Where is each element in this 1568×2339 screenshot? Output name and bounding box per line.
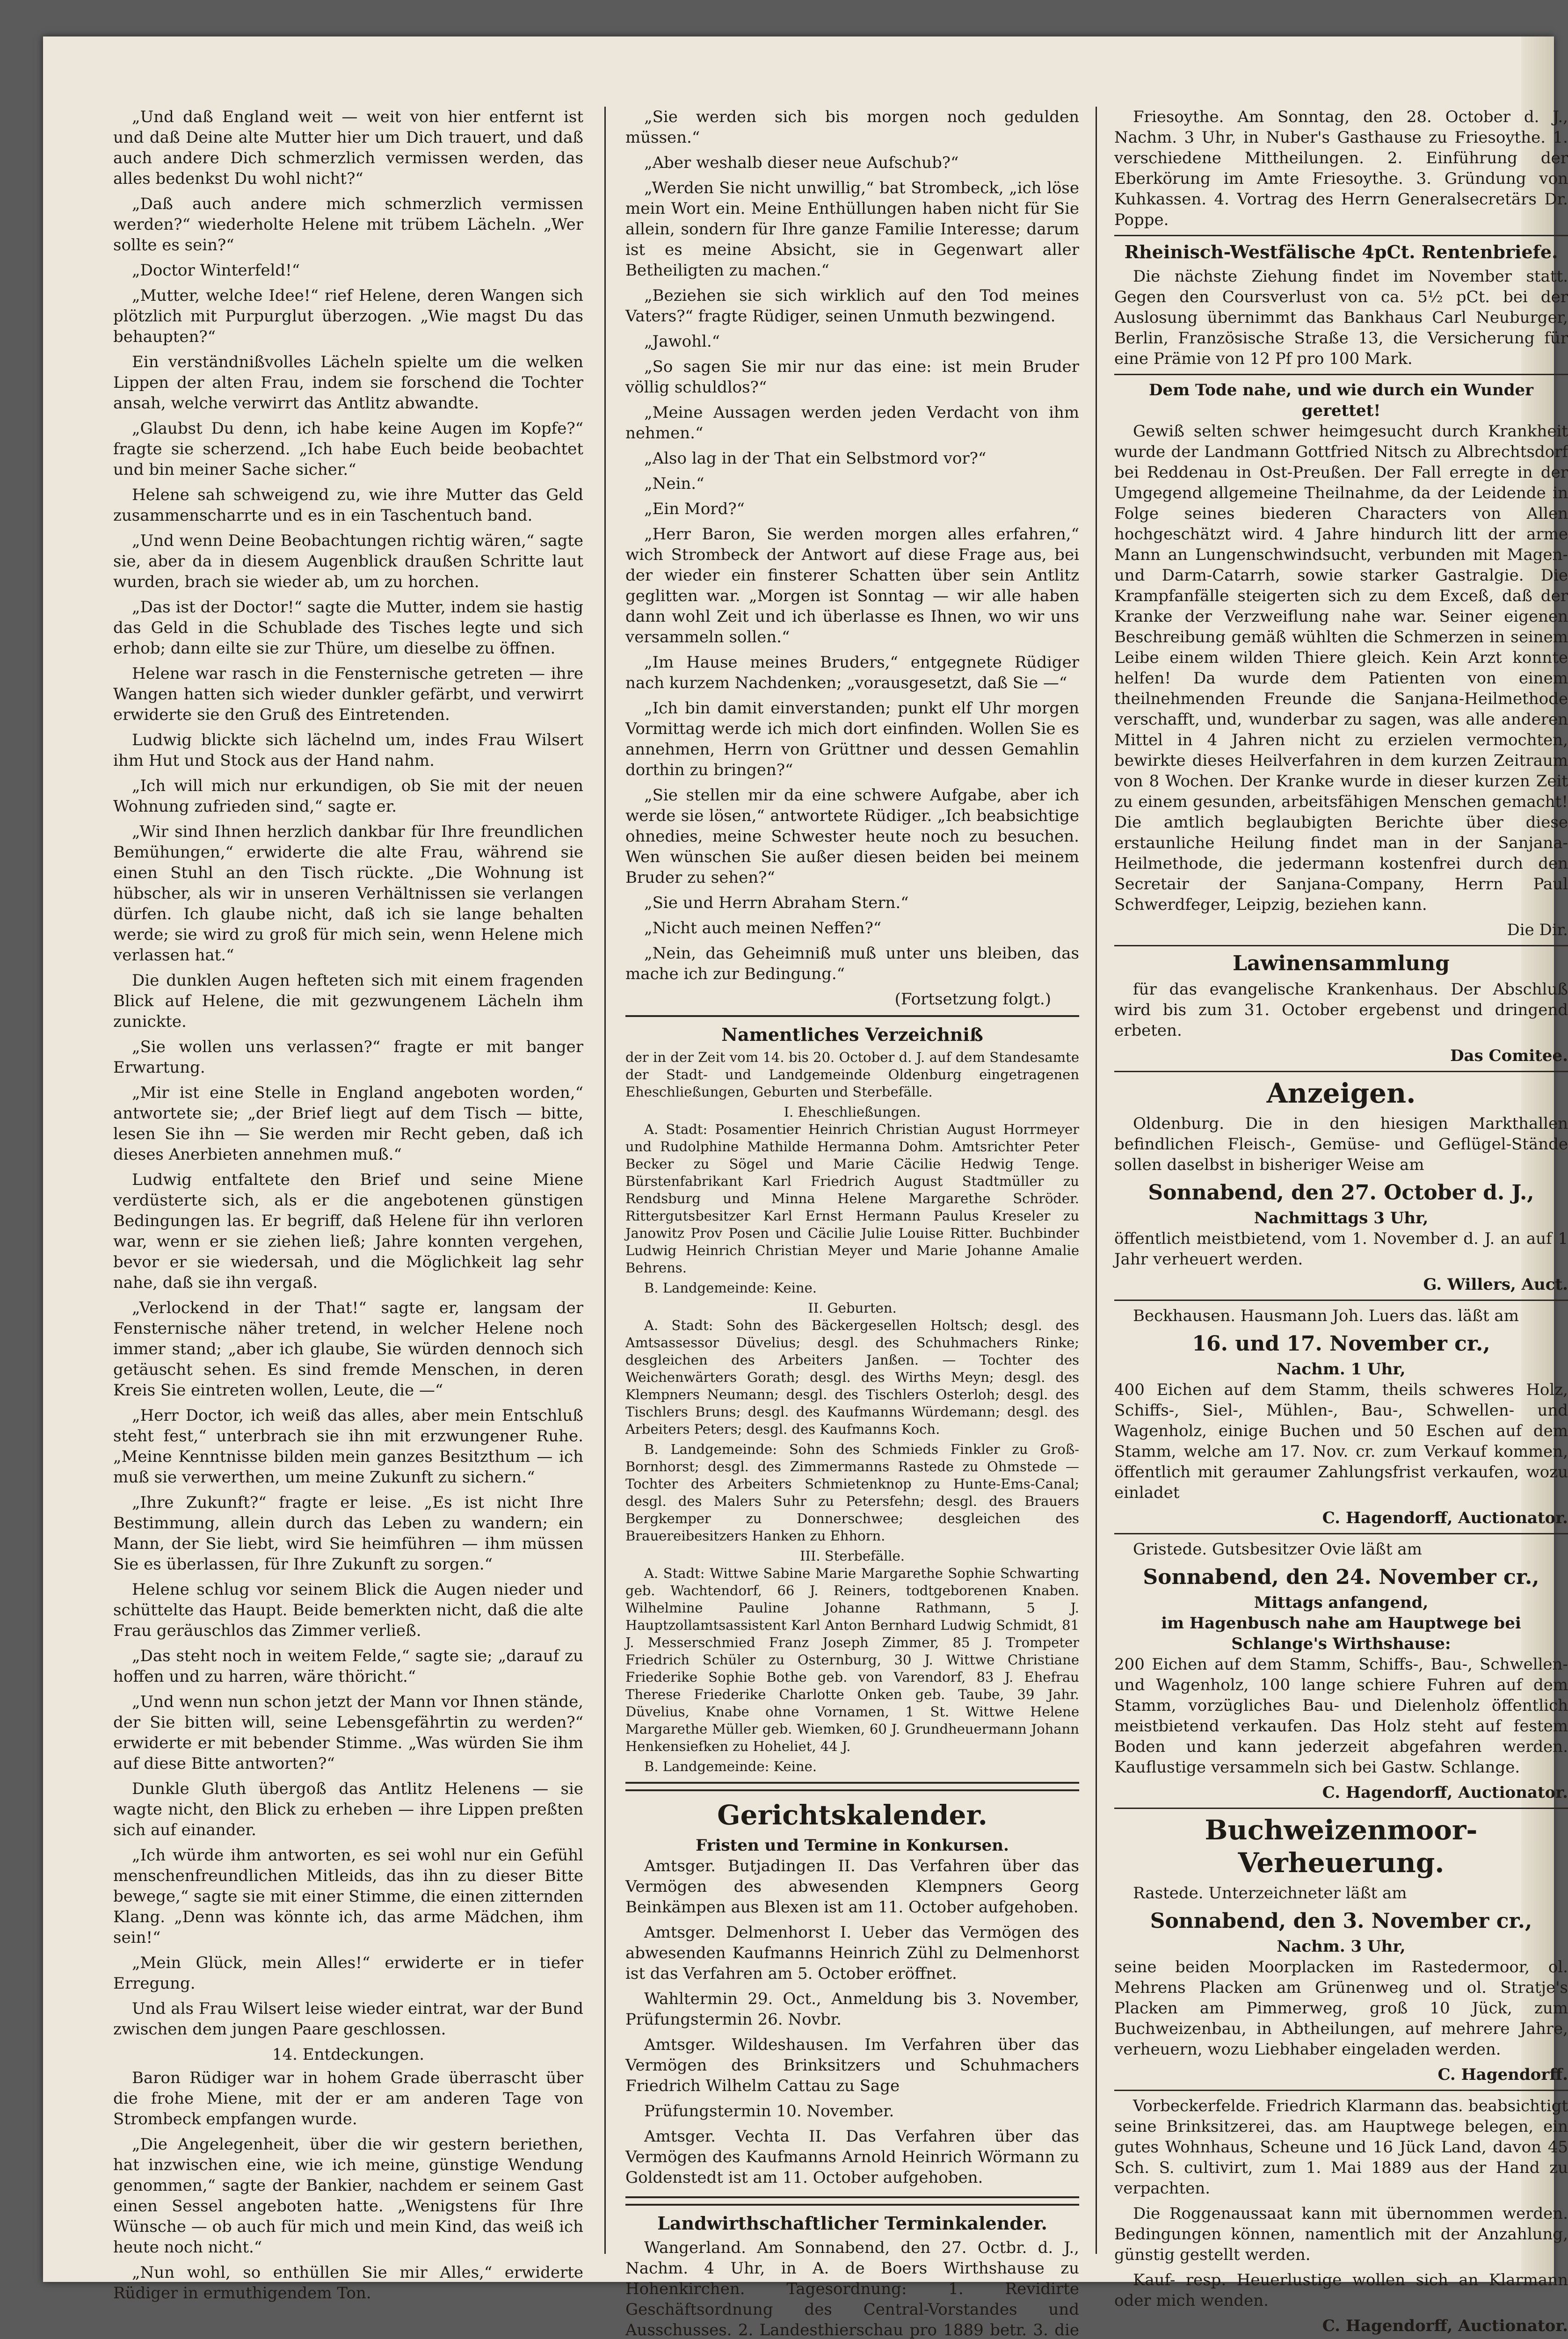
novel-text-part1 (113, 107, 583, 2040)
paragraph: Helene sah schweigend zu, wie ihre Mutter das Geld zusammenscharrte und es in ein Taschentuch band. (113, 486, 583, 525)
ad-oldenburg: Oldenburg. Die in den hiesigen Markthallen befindlichen Fleisch-, Gemüse- und Geflügel-Stände sollen daselbst in bisheriger Weise am (1114, 1114, 1568, 1174)
ad-vorbeckerfelde: Vorbeckerfelde. Friedrich Klarmann das. beabsichtigt seine Brinksitzerei, das. am Hauptwege belegen, ein gutes Wohnhaus, Scheune und 16 Jück Land, davon 45 Sch. S. cultivirt, zum 1. Mai 1889 aus der Hand zu verpachten. (1114, 2097, 1568, 2198)
paragraph: Ludwig entfaltete den Brief und seine Miene verdüsterte sich, als er die angebotenen günstigen Bedingungen las. Er begriff, daß Helene für ihn verloren war, wenn er sie ziehen ließ; Jahre konnten vergehen, bevor er sie wiedersah, und die Möglichkeit lag sehr nahe, daß sie ihn vergaß. (113, 1170, 583, 1292)
ad-signature: C. Hagendorff. (1437, 2065, 1568, 2084)
lawinen-signature: Das Comitee. (1450, 1046, 1568, 1065)
registry-section1: I. Eheschließungen. (784, 1104, 921, 1120)
ad-text: seine beiden Moorplacken im Rastedermoor, ol. Mehrens Placken am Grünenweg und ol. Stratje's Placken am Pimmerweg, groß 10 Jück, zum Buchweizenbau, in Abtheilungen, auf mehrere Jahre, verheuern, wozu Liebhaber eingeladen werden. (1114, 1958, 1568, 2059)
divider (1114, 1808, 1568, 1809)
court-entry: Amtsger. Delmenhorst I. Ueber das Vermögen des abwesenden Kaufmanns Heinrich Zühl zu Delmenhorst ist das Verfahren am 5. October eröffnet. (625, 1923, 1079, 1983)
ad-buchweizen-title: Buchweizenmoor-Verheuerung. (1205, 1814, 1478, 1879)
paragraph: Und als Frau Wilsert leise wieder eintrat, war der Bund zwischen dem jungen Paare geschlossen. (113, 1999, 583, 2039)
divider (1114, 1071, 1568, 1072)
agri-text: Wangerland. Am Sonnabend, den 27. Octbr. d. J., Nachm. 4 Uhr, in A. de Boers Wirthshause zu Hohenkirchen. Tagesordnung: 1. Revidirte Geschäftsordnung des Central-Vorstandes und Ausschusses. 2. Landesthierschau pro 1889 betr. 3. die (625, 2238, 1079, 2339)
paragraph: Dunkle Gluth übergoß das Antlitz Helenens — sie wagte nicht, den Blick zu erheben — ihre Lippen preßten sich auf einander. (113, 1780, 583, 1839)
paragraph: Helene schlug vor seinem Blick die Augen nieder und schüttelte das Haupt. Beide bemerkten nicht, daß die alte Frau geräuschlos das Zimmer verließ. (113, 1580, 583, 1640)
continued-note: (Fortsetzung folgt.) (894, 990, 1051, 1009)
ad-text: 200 Eichen auf dem Stamm, Schiffs-, Bau-, Schwellen- und Wagenholz, 100 lange schiere Fuhren auf dem Stamm, vorzügliches Bau- und Dielenholz öffentlich meistbietend verkaufen. Das Holz steht auf festem Boden und kann jederzeit abgefahren werden. Kauflustige versammeln sich bei Gastw. Schlange. (1114, 1655, 1568, 1777)
divider (1114, 1533, 1568, 1534)
court-entry-dates: Prüfungstermin 10. November. (644, 2102, 894, 2121)
paragraph: „Glaubst Du denn, ich habe keine Augen im Kopfe?“ fragte sie scherzend. „Ich habe Euch beide beobachtet und bin meiner Sache sicher.“ (113, 419, 583, 479)
ad-gristede: Gristede. Gutsbesitzer Ovie läßt am (1133, 1540, 1422, 1559)
column-2 (625, 107, 1079, 2339)
divider (1114, 235, 1568, 236)
divider (1114, 945, 1568, 946)
ad-time: Nachmittags 3 Uhr, (1254, 1209, 1429, 1228)
registry-births-city: A. Stadt: Sohn des Bäckergesellen Holtsch; desgl. des Amtsassessor Düvelius; desgl. des Schuhmachers Rinke; desgleichen des Arbeiters Janßen. — Tochter des Weichenwärters Gorath; desgl. des Wirths Meyn; desgl. des Klempners Neumann; desgl. des Tischlers Osterloh; desgl. des Tischlers Bruns; desgl. des Kaufmanns Würdemann; desgl. des Arbeiters Peters; desgl. des Kaufmanns Koch. (625, 1317, 1079, 1437)
ad-date: Sonnabend, den 24. November cr., (1143, 1565, 1539, 1589)
ad-date: Sonnabend, den 27. October d. J., (1148, 1181, 1534, 1205)
rente-text: Die nächste Ziehung findet im November statt. Gegen den Coursverlust von ca. 5½ pCt. bei der Auslosung übernimmt das Bankhaus Carl Neuburger, Berlin, Französische Straße 13, die Versicherung für eine Prämie von 12 Pf pro 100 Mark. (1114, 267, 1568, 368)
column-3-ads (1114, 107, 1568, 2335)
paragraph: „Das ist der Doctor!“ sagte die Mutter, indem sie hastig das Geld in die Schublade des Tisches legte und sich erhob; dann eilte sie zur Thüre, um dieselbe zu öffnen. (113, 598, 583, 658)
paragraph: „Nicht auch meinen Neffen?“ (644, 919, 882, 937)
paragraph: „Nein.“ (644, 474, 704, 493)
newspaper-page (43, 36, 1568, 2339)
paragraph: „Wir sind Ihnen herzlich dankbar für Ihre freundlichen Bemühungen,“ erwiderte die alte Frau, während sie einen Stuhl an den Tisch rückte. „Die Wohnung ist hübscher, als wir in unseren Verhältnissen sie verlangen dürfen. Ich glaube nicht, daß ich sie lange behalten werde; sie wird zu groß für mich sein, wenn Helene mich verlassen hat.“ (113, 822, 583, 965)
registry-births-rural: B. Landgemeinde: Sohn des Schmieds Finkler zu Groß-Bornhorst; desgl. des Zimmermanns Rastede zu Ohmstede — Tochter des Arbeiters Schmietenknop zu Hunte-Ems-Canal; desgl. des Malers Suhr zu Petersfehn; desgl. des Brauers Bergkemper zu Donnerschwee; desgleichen des Brauereibesitzers Hanken zu Ehhorn. (625, 1441, 1079, 1544)
paragraph: Die dunklen Augen hefteten sich mit einem fragenden Blick auf Helene, die mit gezwungenem Lächeln ihm zunickte. (113, 971, 583, 1031)
divider (1114, 2090, 1568, 2091)
ad-date: 16. und 17. November cr., (1192, 1332, 1490, 1356)
paragraph: „Nein, das Geheimniß muß unter uns bleiben, das mache ich zur Bedingung.“ (625, 944, 1079, 983)
chapter-heading: 14. Entdeckungen. (272, 2045, 425, 2064)
paragraph: „Sie und Herrn Abraham Stern.“ (644, 893, 909, 912)
court-entry: Amtsger. Butjadingen II. Das Verfahren über das Vermögen des abwesenden Klempners Georg Beinkämpen aus Blexen ist am 11. October aufgehoben. (625, 1857, 1079, 1917)
paragraph: „Sie werden sich bis morgen noch gedulden müssen.“ (625, 108, 1079, 147)
paragraph: „Nun wohl, so enthüllen Sie mir Alles,“ erwiderte Rüdiger in ermuthigendem Ton. (113, 2263, 583, 2303)
paragraph: „Sie wollen uns verlassen?“ fragte er mit banger Erwartung. (113, 1038, 583, 1077)
anzeigen-title: Anzeigen. (1266, 1077, 1416, 1109)
column-divider (1096, 107, 1097, 2254)
registry-intro: der in der Zeit vom 14. bis 20. October d. J. auf dem Standesamte der Stadt- und Landgemeinde Oldenburg eingetragenen Eheschließungen, Geburten und Sterbefälle. (625, 1049, 1079, 1100)
column-1-novel (113, 107, 583, 2303)
paragraph: „Sie stellen mir da eine schwere Aufgabe, aber ich werde sie lösen,“ antwortete Rüdiger. „Ich beabsichtige ohnedies, meine Schwester heute noch zu besuchen. Wen wünschen Sie außer diesen beiden bei meinem Bruder zu sehen?“ (625, 786, 1079, 887)
paragraph: „Und wenn nun schon jetzt der Mann vor Ihnen stände, der Sie bitten will, seine Lebensgefährtin zu werden?“ erwiderte er mit bebender Stimme. „Was würden Sie ihm auf diese Bitte antworten?“ (113, 1693, 583, 1773)
paragraph: „Im Hause meines Bruders,“ entgegnete Rüdiger nach kurzem Nachdenken; „vorausgesetzt, daß Sie —“ (625, 653, 1079, 692)
paragraph: Baron Rüdiger war in hohem Grade überrascht über die frohe Miene, mit der er am anderen Tage von Strombeck empfangen wurde. (113, 2069, 583, 2128)
column-divider (604, 107, 606, 2254)
paragraph: „Beziehen sie sich wirklich auf den Tod meines Vaters?“ fragte Rüdiger, seinen Unmuth bezwingend. (625, 286, 1079, 326)
paragraph: „Ich will mich nur erkundigen, ob Sie mit der neuen Wohnung zufrieden sind,“ sagte er. (113, 777, 583, 816)
paragraph: Ludwig blickte sich lächelnd um, indes Frau Wilsert ihm Hut und Stock aus der Hand nahm. (113, 731, 583, 770)
paragraph: „Daß auch andere mich schmerzlich vermissen werden?“ wiederholte Helene mit trübem Lächeln. „Wer sollte es sein?“ (113, 195, 583, 254)
paragraph: „So sagen Sie mir nur das eine: ist mein Bruder völlig schuldlos?“ (625, 357, 1079, 397)
registry-deaths-city: A. Stadt: Wittwe Sabine Marie Margarethe Sophie Schwarting geb. Wachtendorf, 66 J. Reiners, todtgeborenen Knaben. Wilhelmine Pauline Johanne Rathmann, 5 J. Hauptzollamtsassistent Karl Anton Bernhard Ludwig Schmidt, 81 J. Messerschmied Franz Joseph Zimmer, 85 J. Trompeter Friedrich Schüler zu Osternburg, 30 J. Wittwe Christiane Friederike Sophie Bothe geb. von Varendorf, 83 J. Ehefrau Therese Friederike Charlotte Onken geb. Taube, 39 Jahr. Düvelius, Knabe ohne Vornamen, 1 St. Wittwe Helene Margarethe Müller geb. Wiemken, 60 J. Grundheuermann Johann Henkensiefken zu Hoheliet, 44 J. (625, 1565, 1079, 1754)
registry-section3: III. Sterbefälle. (799, 1548, 905, 1564)
ad-time: Nachm. 1 Uhr, (1277, 1360, 1406, 1379)
ad-text: öffentlich meistbietend, vom 1. November d. J. an auf 1 Jahr verheuert werden. (1114, 1229, 1568, 1269)
rente-title: Rheinisch-Westfälische 4pCt. Rentenbriefe. (1124, 241, 1558, 262)
ad-text: Die Roggenaussaat kann mit übernommen werden. Bedingungen können, namentlich mit der Anzahlung, günstig gestellt werden. (1114, 2204, 1568, 2264)
registry-body (625, 1049, 1079, 1775)
paragraph: „Das steht noch in weitem Felde,“ sagte sie; „darauf zu hoffen und zu harren, wäre thöricht.“ (113, 1647, 583, 1686)
paragraph: „Doctor Winterfeld!“ (132, 261, 300, 280)
ad-rastede: Rastede. Unterzeichneter läßt am (1133, 1884, 1407, 1903)
paragraph: „Ich bin damit einverstanden; punkt elf Uhr morgen Vormittag werde ich mich dort einfinden. Wollen Sie es annehmen, Herrn von Grüttner und dessen Gemahlin dorthin zu bringen?“ (625, 699, 1079, 779)
paragraph: „Ich würde ihm antworten, es sei wohl nur ein Gefühl menschenfreundlichen Mitleids, das ihn zu dieser Bitte bewege,“ sagte sie mit einer Stimme, die einen zitternden Klang. „Denn was könnte ich, das arme Mädchen, ihm sein!“ (113, 1846, 583, 1947)
sanjana-signature: Die Dir. (1507, 921, 1568, 939)
court-title: Gerichtskalender. (717, 1799, 987, 1831)
paragraph: „Aber weshalb dieser neue Aufschub?“ (644, 153, 959, 172)
registry-title: Namentliches Verzeichniß (721, 1024, 983, 1045)
ad-time: Mittags anfangend, (1254, 1593, 1429, 1612)
paragraph: „Mir ist eine Stelle in England angeboten worden,“ antwortete sie; „der Brief liegt auf dem Tisch — bitte, lesen Sie ihn — Sie werden mir Recht geben, daß ich dieses Anerbieten annehmen muß.“ (113, 1083, 583, 1164)
ad-signature: C. Hagendorff, Auctionator. (1322, 2317, 1568, 2335)
paragraph: „Mein Glück, mein Alles!“ erwiderte er in tiefer Erregung. (113, 1954, 583, 1993)
registry-marriages-city: A. Stadt: Posamentier Heinrich Christian August Horrmeyer und Rudolphine Mathilde Hermanna Dohm. Amtsrichter Peter Becker zu Sögel und Marie Cäcilie Hedwig Tenge. Bürstenfabrikant Karl Friedrich August Stadtmüller zu Rendsburg und Minna Helene Margarethe Schröder. Rittergutsbesitzer Karl Ernst Hermann Paulus Kreseler zu Janowitz Prov Posen und Cäcilie Julie Louise Ritter. Buchbinder Ludwig Heinrich Christian Meyer und Marie Johanne Amalie Behrens. (625, 1121, 1079, 1276)
agri-calendar (625, 2204, 1079, 2339)
court-entry: Amtsger. Wildeshausen. Im Verfahren über das Vermögen des Brinksitzers und Schuhmachers Friedrich Wilhelm Cattau zu Sage (625, 2035, 1079, 2095)
novel-text-part2 (113, 2068, 583, 2303)
court-calendar (625, 1789, 1079, 2198)
paragraph: „Herr Doctor, ich weiß das alles, aber mein Entschluß steht fest,“ unterbrach sie ihn mit erzwungener Ruhe. „Meine Kenntnisse bilden mein ganzes Besitzthum — ich muß sie verwerthen, um meine Zukunft zu sichern.“ (113, 1406, 583, 1487)
ad-beckhausen: Beckhausen. Hausmann Joh. Luers das. läßt am (1133, 1307, 1519, 1325)
paragraph: „Also lag in der That ein Selbstmord vor?“ (644, 449, 987, 468)
paragraph: „Die Angelegenheit, über die wir gestern beriethen, hat inzwischen eine, wie ich meine, günstige Wendung genommen,“ sagte der Bankier, nachdem er seinem Gast einen Sessel angeboten hatte. „Wenigstens für Ihre Wünsche — ob auch für mich und mein Kind, das weiß ich heute noch nicht.“ (113, 2135, 583, 2257)
ad-date: Sonnabend, den 3. November cr., (1150, 1909, 1532, 1933)
court-entry: Amtsger. Vechta II. Das Verfahren über das Vermögen des Kaufmanns Arnold Heinrich Wörmann zu Goldenstedt ist am 11. October aufgehoben. (625, 2127, 1079, 2187)
agri-friesoythe: Friesoythe. Am Sonntag, den 28. October d. J., Nachm. 3 Uhr, in Nuber's Gasthause zu Friesoythe. 1. verschiedene Mittheilungen. 2. Einführung der Eberkörung im Amte Friesoythe. 3. Gründung von Kuhkassen. 4. Vortrag des Herrn Generalsecretärs Dr. Poppe. (1114, 108, 1568, 229)
paragraph: Ein verständnißvolles Lächeln spielte um die welken Lippen der alten Frau, indem sie forschend die Tochter ansah, welche verwirrt das Antlitz abwandte. (113, 353, 583, 413)
registry-section2: II. Geburten. (808, 1300, 897, 1316)
ad-text: Kauf- resp. Heuerlustige wollen sich an Klarmann oder mich wenden. (1114, 2271, 1568, 2310)
ad-text: 400 Eichen auf dem Stamm, theils schweres Holz, Schiffs-, Siel-, Mühlen-, Bau-, Schwellen- und Wagenholz, einige Buchen und 50 Eschen auf dem Stamm, welche am 17. Nov. cr. zum Verkauf kommen, öffentlich mit geraumer Zahlungsfrist verkaufen, wozu einladet (1114, 1380, 1568, 1502)
ad-signature: C. Hagendorff, Auctionator. (1322, 1509, 1568, 1527)
court-entry-dates: Wahltermin 29. Oct., Anmeldung bis 3. November, Prüfungstermin 26. Novbr. (625, 1990, 1079, 2029)
paragraph: „Mutter, welche Idee!“ rief Helene, deren Wangen sich plötzlich mit Purpurglut überzogen. „Wie magst Du das behaupten?“ (113, 286, 583, 346)
novel-continuation (625, 107, 1079, 984)
paragraph: „Verlockend in der That!“ sagte er, langsam der Fensternische näher tretend, in welcher Helene noch immer stand; „aber ich glaube, Sie würden dennoch sich getäuscht sehen. Es sind fremde Menschen, in deren Kreis Sie eintreten wollen, Leute, die —“ (113, 1299, 583, 1400)
paragraph: „Herr Baron, Sie werden morgen alles erfahren,“ wich Strombeck der Antwort auf diese Frage aus, bei der wieder ein finsterer Schatten über sein Antlitz geglitten war. „Morgen ist Sonntag — wir alle haben dann wohl Zeit und ich überlasse es Ihnen, wo wir uns versammeln sollen.“ (625, 525, 1079, 646)
divider (1114, 1300, 1568, 1301)
ad-time: Nachm. 3 Uhr, (1277, 1937, 1406, 1956)
court-subtitle: Fristen und Termine in Konkursen. (696, 1836, 1009, 1855)
registry-deaths-rural: B. Landgemeinde: Keine. (644, 1758, 817, 1774)
paragraph: „Werden Sie nicht unwillig,“ bat Strombeck, „ich löse mein Wort ein. Meine Enthüllungen haben nicht für Sie allein, sondern für Ihre ganze Familie Interesse; darum ist es meine Absicht, sie in Gegenwart aller Betheiligten zu machen.“ (625, 179, 1079, 280)
paragraph: „Und daß England weit — weit von hier entfernt ist und daß Deine alte Mutter hier um Dich trauert, und daß auch andere Dich schmerzlich vermissen werden, das alles bedenkst Du wohl nicht?“ (113, 108, 583, 188)
sanjana-text: Gewiß selten schwer heimgesucht durch Krankheit wurde der Landmann Gottfried Nitsch zu Albrechtsdorf bei Reddenau in Ost-Preußen. Der Fall erregte in der Umgegend allgemeine Theilnahme, da der Leidende in Folge seines biederen Characters von Allen hochgeschätzt wird. 4 Jahre hindurch litt der arme Mann an Lungenschwindsucht, verbunden mit Magen- und Darm-Catarrh, sowie starker Gastralgie. Die Krampfanfälle steigerten sich zu dem Exceß, daß der Kranke der Verzweiflung nahe war. Seiner eigenen Beschreibung gemäß wühlten die Schmerzen in seinem Leibe einem wilden Thiere gleich. Kein Arzt konnte helfen! Da wurde dem Patienten von einem theilnehmenden Freunde die Sanjana-Heilmethode verschafft, und, wunderbar zu sagen, was alle anderen Mittel in 4 Jahren nicht zu erzielen vermochten, bewirkte dieses Heilverfahren in dem kurzen Zeitraum von 8 Wochen. Der Kranke wurde in dieser kurzen Zeit zu einem gesunden, arbeitsfähigen Menschen gemacht! Die amtlich beglaubigten Berichte über diese erstaunliche Heilung findet man in der Sanjana-Heilmethode, die jedermann kostenfrei durch den Secretair der Sanjana-Company, Herrn Paul Schwerdfeger, Leipzig, beziehen kann. (1114, 422, 1568, 914)
ad-place: im Hagenbusch nahe am Hauptwege bei Schlange's Wirthshause: (1161, 1614, 1521, 1653)
lawinen-text: für das evangelische Krankenhaus. Der Abschluß wird bis zum 31. October ergebenst und dringend erbeten. (1114, 980, 1568, 1040)
paragraph: Helene war rasch in die Fensternische getreten — ihre Wangen hatten sich wieder dunkler gefärbt, und verwirrt erwiderte sie den Gruß des Eintretenden. (113, 664, 583, 724)
ad-signature: G. Willers, Auct. (1423, 1275, 1568, 1294)
divider (1114, 374, 1568, 375)
sanjana-title: Dem Tode nahe, und wie durch ein Wunder gerettet! (1148, 381, 1534, 420)
registry-marriages-rural: B. Landgemeinde: Keine. (644, 1280, 817, 1296)
registry-section (625, 1015, 1079, 1784)
lawinen-title: Lawinensammlung (1233, 952, 1450, 975)
paragraph: „Jawohl.“ (644, 332, 720, 351)
paragraph: „Ihre Zukunft?“ fragte er leise. „Es ist nicht Ihre Bestimmung, allein durch das Leben zu wandern; ein Mann, der Sie liebt, wird Sie heimführen — ihm müssen Sie es überlassen, für Ihre Zukunft zu sorgen.“ (113, 1493, 583, 1574)
paragraph: „Und wenn Deine Beobachtungen richtig wären,“ sagte sie, aber da in diesem Augenblick draußen Schritte laut wurden, brach sie wieder ab, um zu horchen. (113, 531, 583, 591)
paragraph: „Meine Aussagen werden jeden Verdacht von ihm nehmen.“ (625, 403, 1079, 443)
ad-signature: C. Hagendorff, Auctionator. (1322, 1783, 1568, 1802)
paragraph: „Ein Mord?“ (644, 500, 745, 518)
agri-title: Landwirthschaftlicher Terminkalender. (657, 2213, 1047, 2234)
